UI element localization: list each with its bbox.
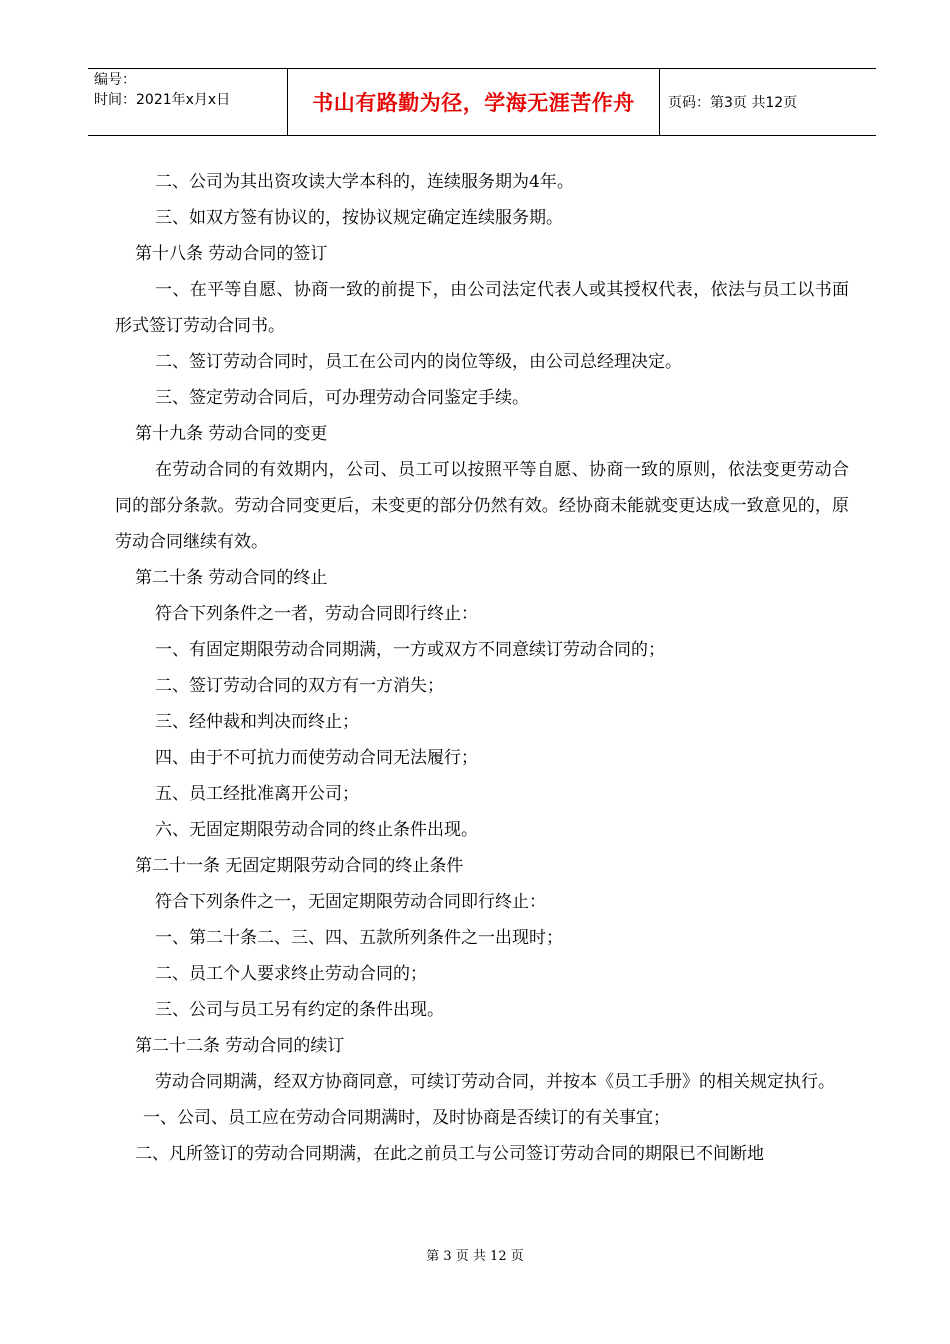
clause-item: 二、签订劳动合同的双方有一方消失； xyxy=(155,676,444,696)
article-heading: 第十九条 劳动合同的变更 xyxy=(135,424,328,444)
header-page-cell xyxy=(660,69,876,135)
time-label: 时间：2021年x月x日 xyxy=(94,92,231,108)
clause-paragraph: 符合下列条件之一，无固定期限劳动合同即行终止： xyxy=(155,892,546,912)
clause-item: 一、公司、员工应在劳动合同期满时，及时协商是否续订的有关事宜； xyxy=(143,1108,670,1128)
page-footer: 第 3 页 共 12 页 xyxy=(426,1249,524,1264)
clause-item: 二、员工个人要求终止劳动合同的； xyxy=(155,964,427,984)
serial-number-label: 编号： xyxy=(94,72,136,88)
clause-paragraph: 劳动合同期满，经双方协商同意，可续订劳动合同，并按本《员工手册》的相关规定执行。 xyxy=(155,1072,835,1092)
clause-item: 二、签订劳动合同时，员工在公司内的岗位等级，由公司总经理决定。 xyxy=(155,352,682,372)
clause-item: 二、公司为其出资攻读大学本科的，连续服务期为4年。 xyxy=(155,172,574,192)
clause-item: 三、公司与员工另有约定的条件出现。 xyxy=(155,1000,444,1020)
header-motto-cell xyxy=(287,69,660,135)
page-header xyxy=(88,68,876,136)
motto-text: 书山有路勤为径，学海无涯苦作舟 xyxy=(312,91,635,115)
clause-item: 三、经仲裁和判决而终止； xyxy=(155,712,359,732)
clause-paragraph: 符合下列条件之一者，劳动合同即行终止： xyxy=(155,604,478,624)
clause-item: 一、在平等自愿、协商一致的前提下，由公司法定代表人或其授权代表，依法与员工以书面形式签订劳动合同书。 xyxy=(115,280,849,336)
clause-item: 一、有固定期限劳动合同期满，一方或双方不同意续订劳动合同的； xyxy=(155,640,665,660)
clause-item: 六、无固定期限劳动合同的终止条件出现。 xyxy=(155,820,478,840)
clause-item: 四、由于不可抗力而使劳动合同无法履行； xyxy=(155,748,478,768)
clause-paragraph: 在劳动合同的有效期内，公司、员工可以按照平等自愿、协商一致的原则，依法变更劳动合同的部分条款。劳动合同变更后，未变更的部分仍然有效。经协商未能就变更达成一致意见的，原劳动合同继续有效。 xyxy=(115,460,849,552)
clause-item: 五、员工经批准离开公司； xyxy=(155,784,359,804)
header-page-info: 页码：第3页 共12页 xyxy=(668,95,798,111)
header-meta-cell xyxy=(88,69,287,135)
article-heading: 第二十一条 无固定期限劳动合同的终止条件 xyxy=(135,856,464,876)
clause-item: 二、凡所签订的劳动合同期满，在此之前员工与公司签订劳动合同的期限已不间断地 xyxy=(135,1144,764,1164)
clause-item: 三、如双方签有协议的，按协议规定确定连续服务期。 xyxy=(155,208,563,228)
clause-item: 一、第二十条二、三、四、五款所列条件之一出现时； xyxy=(155,928,563,948)
article-heading: 第二十二条 劳动合同的续订 xyxy=(135,1036,345,1056)
article-heading: 第二十条 劳动合同的终止 xyxy=(135,568,328,588)
article-heading: 第十八条 劳动合同的签订 xyxy=(135,244,328,264)
document-body xyxy=(115,164,849,1172)
clause-item: 三、签定劳动合同后，可办理劳动合同鉴定手续。 xyxy=(155,388,529,408)
